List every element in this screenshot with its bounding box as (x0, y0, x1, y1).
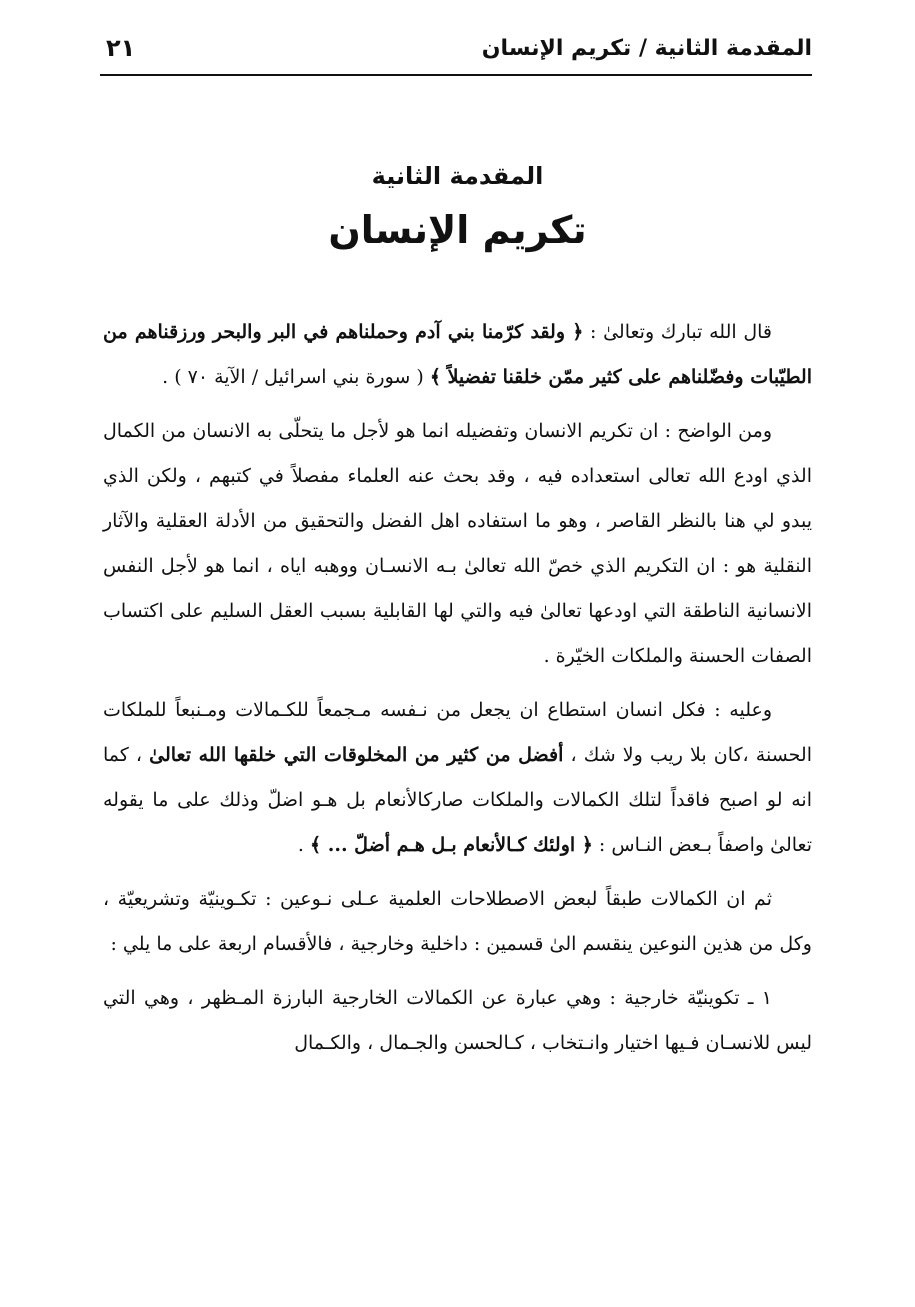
paragraph-explanation: ومن الواضح : ان تكريم الانسان وتفضيله انما هو لأجل ما يتحلّى به الانسان من الكمال الذي اودع الله تعالى استعداده فيه ، وقد بحث عنه العلماء مفصلاً في كتبهم ، ولكن الذي يبدو لي هنا بالنظر القاصر ، وهو ما استفاده اهل الفضل والتحقيق من الأدلة العقلية والآثار النقلية هو : ان التكريم الذي خصّ الله تعالىٰ بـه الانسـان ووهبه اياه ، انما هو لأجل النفس الانسانية الناطقة التي اودعها تعالىٰ فيه والتي لها القابلية بسبب العقل السليم على اكتساب الصفات الحسنة والملكات الخيّرة . (103, 420, 812, 667)
paragraph-first-category: ١ ـ تكوينيّة خارجية : وهي عبارة عن الكمالات الخارجية البارزة المـظهر ، وهي التي ليس للانسـان فـيها اختيار وانـتخاب ، كـالحسن والجـمال ، والكـمال (103, 987, 812, 1054)
running-title: المقدمة الثانية / تكريم الإنسان (481, 36, 812, 61)
paragraph-quran-verse (103, 310, 812, 400)
emphasis-text: أفضل من كثير من المخلوقات التي خلقها الله تعالىٰ (149, 744, 564, 766)
running-header (100, 30, 812, 74)
quran-verse: ﴿ ولقد كرّمنا بني آدم وحملناهم في البر والبحر ورزقناهم من الطيّبات وفضّلناهم على كثير ممّن خلقنا تفضيلاً ﴾ (103, 321, 812, 388)
paragraph-intro: قال الله تبارك وتعالىٰ : (583, 321, 772, 343)
chapter-title: تكريم الإنسان (328, 208, 587, 252)
verse-citation: ( سورة بني اسرائيل / الآية ٧٠ ) . (162, 366, 430, 388)
header-rule (100, 74, 812, 76)
paragraph-text: ، كما انه لو اصبح فاقداً لتلك الكمالات والملكات صاركالأنعام بل هـو اضلّ وذلك على ما يقوله تعالىٰ واصفاً بـعض النـاس : (103, 744, 812, 856)
quran-verse: ﴿ اولئك كـالأنعام بـل هـم أضلّ ... ﴾ (309, 834, 593, 856)
paragraph-end: . (297, 834, 310, 856)
paragraph-consequence (103, 688, 812, 868)
paragraph-categories: ثم ان الكمالات طبقاً لبعض الاصطلاحات العلمية عـلى نـوعين : تكـوينيّة وتشريعيّة ، وكل من هذين النوعين ينقسم الىٰ قسمين : داخلية وخارجية ، فالأقسام اربعة على ما يلي : (103, 888, 812, 955)
body-text (103, 310, 812, 1075)
page-number: ٢١ (106, 34, 136, 62)
section-title: المقدمة الثانية (371, 162, 544, 190)
paragraph-text: وعليه : فكل انسان استطاع ان يجعل من نـفسه مـجمعاً للكـمالات ومـنبعاً للملكات الحسنة ،كان بلا ريب ولا شك ، (103, 699, 812, 766)
